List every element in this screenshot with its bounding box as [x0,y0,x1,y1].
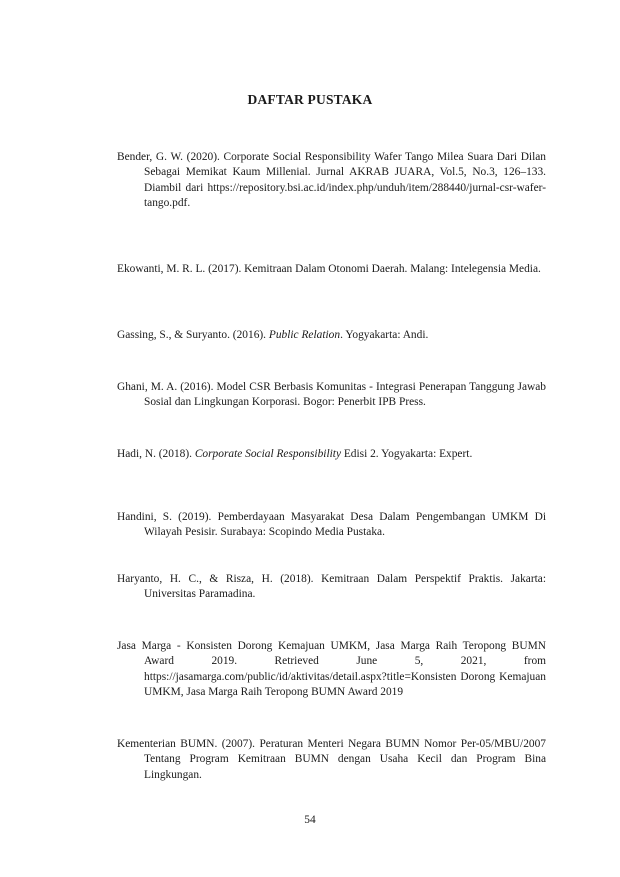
reference-ghani: Ghani, M. A. (2016). Model CSR Berbasis Komunitas - Integrasi Penerapan Tanggung Jawab Sosial dan Lingkungan Korporasi. Bogor: Penerbit IPB Press. [117,381,546,409]
reference-hadi-pre: Hadi, N. (2018). [117,448,195,460]
page-number: 54 [304,814,316,826]
reference-gassing-post: . Yogyakarta: Andi. [340,329,429,341]
reference-handini: Handini, S. (2019). Pemberdayaan Masyarakat Desa Dalam Pengembangan UMKM Di Wilayah Pesisir. Surabaya: Scopindo Media Pustaka. [117,511,546,539]
reference-hadi [117,447,546,462]
reference-gassing-pre: Gassing, S., & Suryanto. (2016). [117,329,269,341]
reference-haryanto: Haryanto, H. C., & Risza, H. (2018). Kemitraan Dalam Perspektif Praktis. Jakarta: Universitas Paramadina. [117,573,546,601]
reference-jasa-marga: Jasa Marga - Konsisten Dorong Kemajuan UMKM, Jasa Marga Raih Teropong BUMN Award 2019. Retrieved June 5, 2021, from https://jasamarga.com/public/id/aktivitas/detail.aspx?title=Konsisten Dorong Kemajuan UMKM, Jasa Marga Raih Teropong BUMN Award 2019 [117,640,546,698]
reference-ekowanti: Ekowanti, M. R. L. (2017). Kemitraan Dalam Otonomi Daerah. Malang: Intelegensia Media. [117,263,541,275]
reference-gassing-title: Public Relation [268,329,341,341]
reference-kementerian-bumn: Kementerian BUMN. (2007). Peraturan Menteri Negara BUMN Nomor Per-05/MBU/2007 Tentang Program Kemitraan BUMN dengan Usaha Kecil dan Program Bina Lingkungan. [117,738,546,781]
reference-hadi-title: Corporate Social Responsibility [194,448,341,460]
reference-hadi-post: Edisi 2. Yogyakarta: Expert. [341,448,473,460]
reference-gassing [117,328,546,343]
reference-bender: Bender, G. W. (2020). Corporate Social Responsibility Wafer Tango Milea Suara Dari Dilan Sebagai Memikat Kaum Millenial. Jurnal AKRAB JUARA, Vol.5, No.3, 126–133. Diambil dari https://repository.bsi.ac.id/index.php/unduh/item/288440/jurnal-csr-wafer-tango.pdf. [117,151,546,209]
page-title: DAFTAR PUSTAKA [247,92,373,107]
